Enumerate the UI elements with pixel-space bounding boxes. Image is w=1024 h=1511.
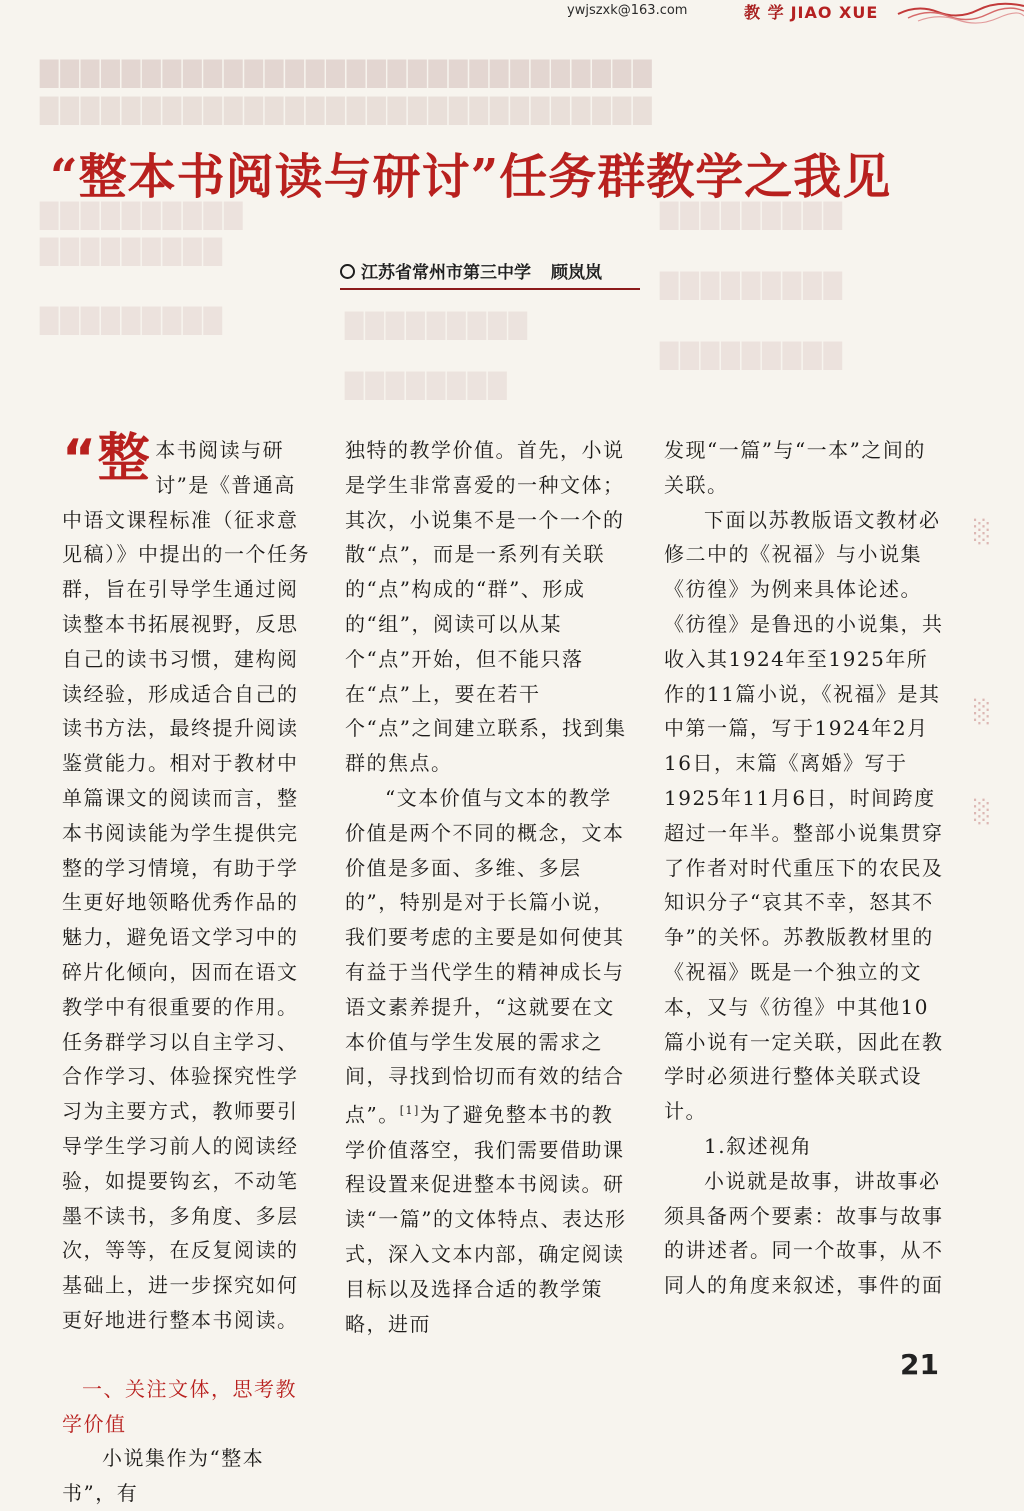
show-through-text: █████████ [660,202,845,230]
page-number: 21 [900,1348,939,1381]
column-3 [664,433,946,1303]
show-through-text: ████████ [345,372,509,400]
section-heading-1: 一、关注文体，思考教学价值 [62,1376,297,1436]
show-through-text: █████████ [40,238,225,266]
show-through-text: █████████ [345,312,530,340]
body-paragraph: 发现“一篇”与“一本”之间的关联。 [664,438,926,497]
header-section-en: JIAO XUE [790,3,879,22]
column-2 [345,433,627,1341]
show-through-text: █████████ [660,342,845,370]
running-header [0,0,1024,22]
sub-heading: 1.叙述视角 [704,1133,813,1158]
show-through-text: ██████████████████████████████ [40,97,654,125]
margin-show-through: ░ [974,800,991,825]
body-paragraph [345,781,627,1341]
column-1 [62,429,312,1511]
byline-school: 江苏省常州市第三中学 [361,263,531,283]
drop-cap: “整 [62,429,152,489]
bullet-circle-icon [340,264,355,279]
body-paragraph: 下面以苏教版语文教材必修二中的《祝福》与小说集《彷徨》为例来具体论述。《彷徨》是鲁迅的小说集，共收入其1924年至1925年所作的11篇小说，《祝福》是其中第一篇，写于1924年2月16日，末篇《离婚》写于1925年11月6日，时间跨度超过一年半。整部小说集贯穿了作者对时代重压下的农民及知识分子“哀其不幸，怒其不争”的关怀。苏教版教材里的《祝福》既是一个独立的文本，又与《彷徨》中其他10篇小说有一定关联，因此在教学时必须进行整体关联式设计。 [664,507,944,1124]
margin-show-through: ░ [974,520,991,545]
body-text: 为了避免整本书的教学价值落空，我们需要借助课程设置来促进整本书阅读。研读“一篇”的文体特点、表达形式，深入文本内部，确定阅读目标以及选择合适的教学策略，进而 [345,1102,627,1336]
margin-show-through: ░ [974,700,991,725]
body-paragraph: 小说集作为“整本书”，有 [62,1446,265,1506]
body-paragraph: 独特的教学价值。首先，小说是学生非常喜爱的一种文体；其次，小说集不是一个一个的散“点”，而是一系列有关联的“点”构成的“群”、形成的“组”，阅读可以从某个“点”开始，但不能只落在“点”上，要在若干个“点”之间建立联系，找到集群的焦点。 [345,438,627,776]
header-email: ywjszxk@163.com [567,3,688,18]
byline-author: 顾岚岚 [551,263,602,283]
wave-ornament-icon [898,0,1024,22]
show-through-text: █████████ [40,307,225,335]
show-through-text: ██████████████████████████████ [40,60,654,88]
show-through-text: ██████████ [40,202,245,230]
byline [340,258,602,283]
byline-rule [340,288,640,290]
quote-text: “文本价值与文本的教学价值是两个不同的概念，文本价值是多面、多维、多层的”，特别是对于长篇小说，我们要考虑的主要是如何使其有益于当代学生的精神成长与语文素养提升，“这就要在文本价值与学生发展的需求之间，寻找到恰切而有效的结合点”。 [345,785,625,1127]
header-section-cn: 教 学 [744,3,785,22]
lead-text: 本书阅读与研讨”是《普通高中语文课程标准（征求意见稿）》中提出的一个任务群，旨在引导学生通过阅读整本书拓展视野，反思自己的读书习惯，建构阅读经验，形成适合自己的读书方法，最终提升阅读鉴赏能力。相对于教材中单篇课文的阅读而言，整本书阅读能为学生提供完整的学习情境，有助于学生更好地领略优秀作品的魅力，避免语文学习中的碎片化倾向，因而在语文教学中有很重要的作用。任务群学习以自主学习、合作学习、体验探究性学习为主要方式，教师要引导学生学习前人的阅读经验，如提要钩玄，不动笔墨不读书，多角度、多层次，等等，在反复阅读的基础上，进一步探究如何更好地进行整本书阅读。 [62,438,310,1332]
header-section [744,0,878,23]
article-title: “整本书阅读与研讨”任务群教学之我见 [50,149,892,205]
citation-mark: [1] [399,1104,420,1118]
lead-paragraph [62,429,312,1338]
show-through-text: █████████ [660,272,845,300]
body-paragraph: 小说就是故事，讲故事必须具备两个要素：故事与故事的讲述者。同一个故事，从不同人的角度来叙述，事件的面 [664,1168,944,1298]
